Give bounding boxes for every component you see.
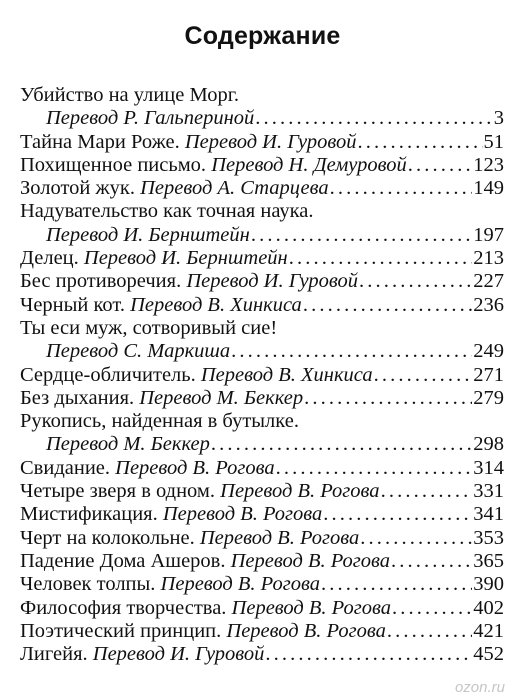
- toc-entry: [20, 154, 504, 177]
- translator-credit: Перевод В. Рогова: [220, 480, 380, 503]
- dot-leader: [289, 247, 473, 270]
- toc-entry: [20, 410, 504, 433]
- page-number: 213: [473, 247, 504, 270]
- toc-entry-text: [20, 200, 314, 223]
- page-number: 341: [473, 503, 504, 526]
- toc-entry-text: [20, 247, 288, 270]
- toc-entry: [20, 620, 504, 643]
- page-number: 236: [473, 293, 504, 316]
- toc-entry-text: [20, 84, 239, 107]
- toc-entry: [20, 550, 504, 573]
- dot-leader: [304, 387, 472, 410]
- toc-entry: [20, 247, 504, 270]
- toc-entry: [20, 364, 504, 387]
- toc-entry-text: [46, 433, 210, 456]
- page-number: 452: [473, 643, 504, 666]
- watermark: ozon.ru: [454, 679, 505, 696]
- toc-entry-text: [20, 597, 391, 620]
- page-number: 123: [473, 153, 504, 176]
- page-number: 353: [473, 526, 504, 549]
- dot-leader: [330, 177, 473, 200]
- dot-leader: [211, 433, 472, 456]
- work-title: Свидание.: [20, 456, 111, 479]
- page-number: 51: [483, 130, 504, 153]
- page-number: 390: [473, 573, 504, 596]
- toc-entry-text: [20, 270, 358, 293]
- toc-entry-text: [20, 154, 407, 177]
- toc-entry-text: [20, 177, 329, 200]
- toc-entry-text: [20, 294, 302, 317]
- toc-entry: [20, 224, 504, 247]
- toc-entry-text: [46, 340, 230, 363]
- work-title: Рукопись, найденная в бутылке.: [20, 410, 299, 433]
- toc-entry-text: [20, 317, 277, 340]
- work-title: Четыре зверя в одном.: [20, 480, 216, 503]
- work-title: Мистификация.: [20, 503, 158, 526]
- page-number: 197: [473, 223, 504, 246]
- page-title: Содержание: [184, 22, 341, 50]
- translator-credit: Перевод И. Гуровой: [186, 270, 358, 293]
- page-number: 298: [473, 433, 504, 456]
- dot-leader: [321, 573, 472, 596]
- toc-entry-text: [20, 503, 322, 526]
- toc-entry-text: [46, 224, 250, 247]
- dot-leader: [360, 527, 472, 550]
- work-title: Человек толпы.: [20, 573, 156, 596]
- work-title: Черт на колокольне.: [20, 526, 195, 549]
- work-title: Падение Дома Ашеров.: [20, 549, 226, 572]
- work-title: Тайна Мари Роже.: [20, 130, 180, 153]
- translator-credit: Перевод В. Хинкиса: [200, 363, 373, 386]
- toc-entry: [20, 294, 504, 317]
- page-number: 271: [473, 363, 504, 386]
- work-title: Черный кот.: [20, 293, 125, 316]
- work-title: Надувательство как точная наука.: [20, 200, 314, 223]
- dot-leader: [323, 503, 472, 526]
- page-number: 331: [473, 480, 504, 503]
- dot-leader: [408, 154, 472, 177]
- toc-entry: [20, 457, 504, 480]
- work-title: Философия творчества.: [20, 596, 227, 619]
- translator-credit: Перевод А. Старцева: [140, 177, 329, 200]
- toc-entry-text: [20, 480, 380, 503]
- toc-entry: [20, 480, 504, 503]
- translator-credit: Перевод В. Рогова: [160, 573, 320, 596]
- toc-entry: [20, 643, 504, 666]
- page-number: 402: [473, 596, 504, 619]
- toc-entry: [20, 433, 504, 456]
- translator-credit: Перевод В. Рогова: [230, 549, 391, 572]
- translator-credit: Перевод И. Гуровой: [92, 643, 265, 666]
- page-number: 365: [473, 549, 504, 572]
- toc-entry: [20, 107, 504, 130]
- toc-entry-text: [20, 573, 320, 596]
- work-title: Сердце-обличитель.: [20, 363, 196, 386]
- page-number: 249: [473, 340, 504, 363]
- work-title: Поэтический принцип.: [20, 619, 222, 642]
- translator-credit: Перевод В. Рогова: [115, 456, 275, 479]
- dot-leader: [374, 364, 473, 387]
- dot-leader: [357, 131, 482, 154]
- toc-entry-text: [20, 131, 356, 154]
- toc-entry-text: [20, 527, 359, 550]
- toc-entry-text: [20, 364, 373, 387]
- translator-credit: Перевод В. Рогова: [231, 596, 391, 619]
- table-of-contents: [20, 84, 504, 666]
- toc-entry: [20, 200, 504, 223]
- toc-entry: [20, 597, 504, 620]
- dot-leader: [381, 480, 473, 503]
- toc-entry: [20, 527, 504, 550]
- dot-leader: [392, 597, 472, 620]
- dot-leader: [231, 340, 472, 363]
- translator-credit: Перевод В. Рогова: [162, 503, 323, 526]
- toc-entry-text: [20, 643, 264, 666]
- toc-entry-text: [20, 457, 275, 480]
- translator-credit: Перевод М. Беккер: [139, 386, 304, 409]
- dot-leader: [276, 457, 473, 480]
- translator-credit: Перевод И. Гуровой: [184, 130, 357, 153]
- translator-credit: Перевод С. Маркиша: [46, 340, 231, 363]
- translator-credit: Перевод Н. Демуровой: [211, 153, 407, 176]
- toc-entry: [20, 131, 504, 154]
- page-number: 3: [493, 107, 504, 130]
- translator-credit: Перевод В. Хинкиса: [130, 293, 302, 316]
- translator-credit: Перевод В. Рогова: [226, 619, 386, 642]
- dot-leader: [255, 107, 492, 130]
- work-title: Золотой жук.: [20, 177, 135, 200]
- toc-entry: [20, 340, 504, 363]
- work-title: Убийство на улице Морг.: [20, 84, 239, 106]
- toc-entry-text: [20, 550, 390, 573]
- translator-credit: Перевод М. Беккер: [46, 433, 210, 456]
- page-number: 227: [473, 270, 504, 293]
- toc-entry: [20, 573, 504, 596]
- dot-leader: [265, 643, 472, 666]
- toc-entry: [20, 387, 504, 410]
- page-number: 314: [473, 456, 504, 479]
- toc-entry: [20, 84, 504, 107]
- page-number: 149: [473, 177, 504, 200]
- work-title: Лигейя.: [20, 643, 88, 666]
- dot-leader: [391, 550, 472, 573]
- toc-entry-text: [20, 410, 299, 433]
- translator-credit: Перевод Р. Гальпериной: [46, 107, 255, 130]
- toc-entry: [20, 317, 504, 340]
- work-title: Бес противоречия.: [20, 270, 182, 293]
- work-title: Похищенное письмо.: [20, 153, 207, 176]
- dot-leader: [303, 294, 472, 317]
- translator-credit: Перевод И. Бернштейн: [83, 247, 288, 270]
- toc-entry-text: [20, 620, 386, 643]
- dot-leader: [359, 270, 472, 293]
- work-title: Делец.: [20, 247, 79, 270]
- work-title: Без дыхания.: [20, 386, 135, 409]
- dot-leader: [387, 620, 472, 643]
- translator-credit: Перевод И. Бернштейн: [46, 223, 250, 246]
- toc-entry-text: [20, 387, 303, 410]
- dot-leader: [251, 224, 472, 247]
- work-title: Ты еси муж, сотворивый сие!: [20, 316, 278, 339]
- toc-entry-text: [46, 107, 254, 130]
- page-number: 421: [473, 619, 504, 642]
- toc-entry: [20, 177, 504, 200]
- translator-credit: Перевод В. Рогова: [199, 526, 360, 549]
- toc-entry: [20, 503, 504, 526]
- page-number: 279: [473, 386, 504, 409]
- toc-entry: [20, 270, 504, 293]
